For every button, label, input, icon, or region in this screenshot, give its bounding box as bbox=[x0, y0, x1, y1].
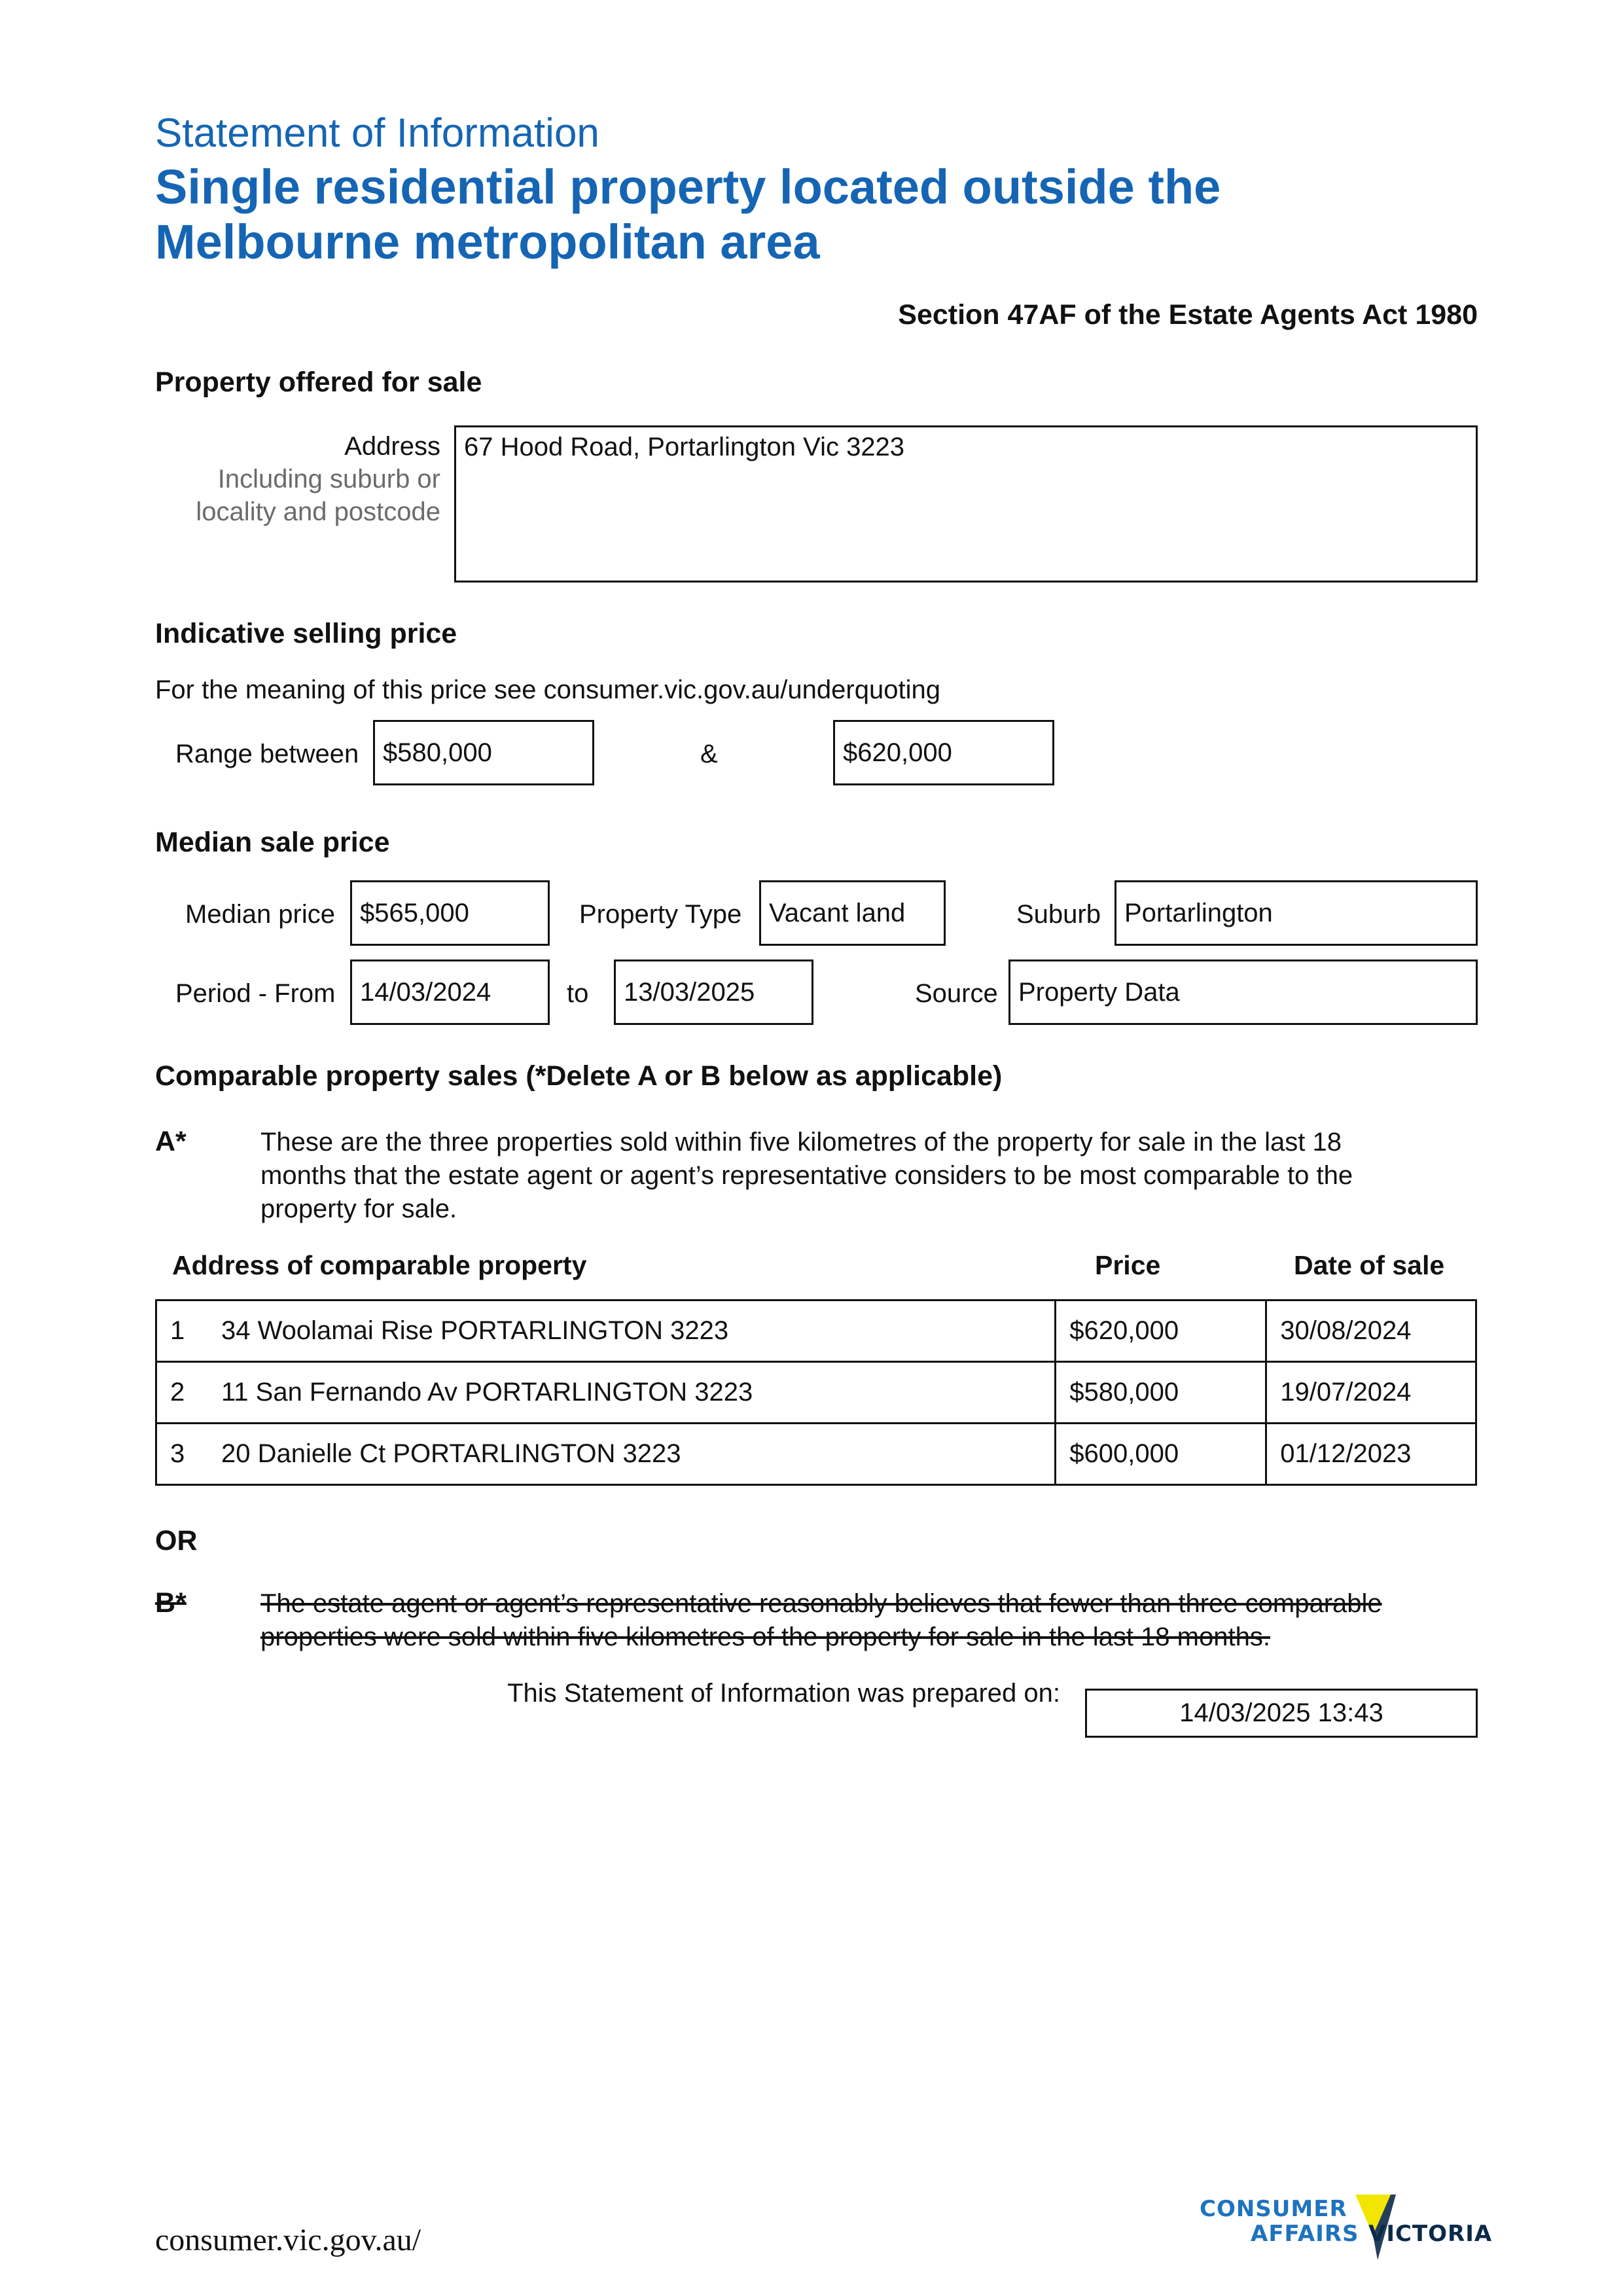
consumer-affairs-victoria-logo bbox=[1200, 2189, 1493, 2268]
address-field bbox=[454, 425, 1478, 583]
logo-consumer-text: CONSUMER bbox=[1200, 2196, 1347, 2222]
median-heading: Median sale price bbox=[155, 827, 390, 858]
doc-title-line2: Melbourne metropolitan area bbox=[155, 215, 820, 269]
indicative-heading: Indicative selling price bbox=[155, 618, 457, 649]
period-to-field bbox=[614, 960, 813, 1025]
indicative-meaning: For the meaning of this price see consumer.vic.gov.au/underquoting bbox=[155, 675, 940, 704]
option-a-line3: property for sale. bbox=[260, 1194, 457, 1223]
address-hint-2: locality and postcode bbox=[196, 497, 440, 526]
footer-url: consumer.vic.gov.au/ bbox=[155, 2223, 421, 2257]
row-number: 3 bbox=[170, 1439, 185, 1468]
row-address: 11 San Fernando Av PORTARLINGTON 3223 bbox=[221, 1378, 753, 1407]
range-and: & bbox=[700, 740, 718, 768]
prepared-value: 14/03/2025 13:43 bbox=[1179, 1698, 1383, 1727]
row-number: 1 bbox=[170, 1316, 185, 1345]
row-number: 2 bbox=[170, 1378, 185, 1407]
option-a-line1: These are the three properties sold within five kilometres of the property for sale in the last 18 bbox=[260, 1128, 1342, 1157]
source-field bbox=[1008, 960, 1478, 1025]
period-from-label: Period - From bbox=[175, 979, 336, 1008]
comparable-table bbox=[155, 1299, 1477, 1486]
row-date: 19/07/2024 bbox=[1266, 1362, 1476, 1424]
row-address-cell bbox=[156, 1300, 1056, 1362]
range-low-field bbox=[373, 720, 594, 785]
suburb-field bbox=[1115, 880, 1478, 946]
comparable-heading: Comparable property sales (*Delete A or B below as applicable) bbox=[155, 1060, 1003, 1092]
suburb-value: Portarlington bbox=[1124, 898, 1273, 927]
table-row bbox=[156, 1424, 1476, 1485]
address-hint-1: Including suburb or bbox=[217, 465, 440, 493]
period-from-value: 14/03/2024 bbox=[360, 977, 491, 1007]
property-type-value: Vacant land bbox=[769, 898, 906, 927]
row-price: $600,000 bbox=[1056, 1424, 1266, 1485]
row-address-cell bbox=[156, 1424, 1056, 1485]
period-to-label: to bbox=[567, 979, 589, 1008]
row-price: $580,000 bbox=[1056, 1362, 1266, 1424]
option-a-text bbox=[260, 1126, 1353, 1226]
range-label: Range between bbox=[175, 740, 359, 768]
range-high-value: $620,000 bbox=[843, 738, 952, 767]
table-row bbox=[156, 1300, 1476, 1362]
option-b-line1: The estate agent or agent’s representative reasonably believes that fewer than three comparable bbox=[260, 1589, 1382, 1618]
address-value: 67 Hood Road, Portarlington Vic 3223 bbox=[464, 433, 905, 461]
col-date-header: Date of sale bbox=[1294, 1250, 1445, 1280]
act-reference: Section 47AF of the Estate Agents Act 1980 bbox=[898, 299, 1478, 331]
period-to-value: 13/03/2025 bbox=[624, 977, 755, 1007]
period-from-field bbox=[350, 960, 550, 1025]
row-address: 20 Danielle Ct PORTARLINGTON 3223 bbox=[221, 1439, 681, 1468]
option-a-marker: A* bbox=[155, 1126, 187, 1157]
source-label: Source bbox=[915, 979, 998, 1008]
suburb-label: Suburb bbox=[1016, 900, 1101, 929]
property-type-label: Property Type bbox=[579, 900, 742, 929]
logo-victoria-text: VICTORIA bbox=[1368, 2221, 1493, 2247]
or-separator: OR bbox=[155, 1525, 198, 1556]
row-price: $620,000 bbox=[1056, 1300, 1266, 1362]
row-address: 34 Woolamai Rise PORTARLINGTON 3223 bbox=[221, 1316, 729, 1345]
option-b-marker: B* bbox=[155, 1587, 187, 1619]
col-address-header: Address of comparable property bbox=[172, 1250, 587, 1280]
option-b-line2: properties were sold within five kilometres of the property for sale in the last 18 months. bbox=[260, 1623, 1270, 1651]
median-price-value: $565,000 bbox=[360, 898, 469, 927]
row-date: 01/12/2023 bbox=[1266, 1424, 1476, 1485]
option-b-text bbox=[260, 1587, 1382, 1654]
prepared-label: This Statement of Information was prepared on: bbox=[507, 1679, 1060, 1708]
range-high-field bbox=[833, 720, 1054, 785]
source-value: Property Data bbox=[1018, 977, 1180, 1007]
row-date: 30/08/2024 bbox=[1266, 1300, 1476, 1362]
median-price-label: Median price bbox=[185, 900, 336, 929]
table-row bbox=[156, 1362, 1476, 1424]
property-type-field bbox=[759, 880, 946, 946]
address-label: Address bbox=[344, 432, 440, 461]
property-heading: Property offered for sale bbox=[155, 367, 482, 398]
prepared-field bbox=[1085, 1689, 1478, 1738]
median-price-field bbox=[350, 880, 550, 946]
row-address-cell bbox=[156, 1362, 1056, 1424]
doc-subtitle: Statement of Information bbox=[155, 111, 599, 156]
doc-title-line1: Single residential property located outside the bbox=[155, 160, 1221, 214]
option-a-line2: months that the estate agent or agent’s representative considers to be most comparable to the bbox=[260, 1161, 1353, 1190]
range-low-value: $580,000 bbox=[383, 738, 492, 767]
logo-affairs-text: AFFAIRS bbox=[1251, 2221, 1359, 2247]
col-price-header: Price bbox=[1095, 1250, 1161, 1280]
